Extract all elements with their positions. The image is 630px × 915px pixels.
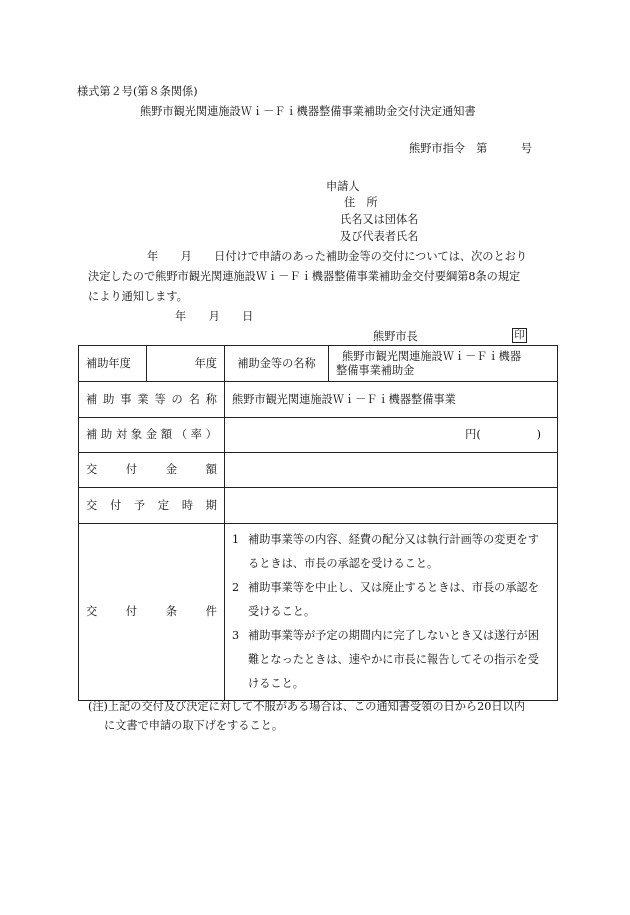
applicant-label: 申請人 [326,180,360,193]
document-number: 熊野市指令 第 号 [409,142,533,155]
body-line-2: 決定したので熊野市観光関連施設Ｗｉ－Ｆｉ機器整備事業補助金交付要綱第8条の規定 [88,270,521,283]
schedule-value [225,488,558,524]
table-row [79,488,558,524]
condition-text: 補助事業等が予定の期間内に完了しないとき又は遂行が困難となったときは、速やかに市長に報告してその指示を受けること。 [248,629,539,690]
label-char: ） [205,428,217,441]
label-char: 付 [109,498,122,512]
grant-amount-label-text [86,463,217,477]
condition-number: 1 [232,533,240,546]
note-line-1: (注)上記の交付及び決定に対して不服がある場合は、この通知書受領の日から20日以内 [88,700,525,713]
amount-value: 円( ) [225,418,558,453]
project-name-label-text [86,393,217,407]
condition-number: 2 [232,581,240,594]
label-char: の [171,392,183,406]
seal-mark [512,328,527,343]
label-char: 付 [125,463,138,476]
label-char: 名 [188,392,200,406]
condition-text: 補助事業等の内容、経費の配分又は執行計画等の変更をするときは、市長の承認を受けること。 [248,533,539,570]
applicant-representative: 及び代表者氏名 [340,230,419,243]
subsidy-name-label: 補助金等の名称 [225,346,329,382]
label-char: 予 [133,498,146,512]
table-row [79,453,558,488]
table-row [79,382,558,418]
fiscal-year-value: 年度 [147,346,225,382]
project-name-label [79,382,225,418]
label-char: 付 [125,605,138,618]
label-char: 対 [115,428,128,441]
label-char: 等 [154,392,166,406]
document-title: 熊野市観光関連施設Ｗｉ－Ｆｉ機器整備事業補助金交付決定通知書 [140,105,476,118]
form-id: 様式第２号(第８条関係) [77,85,198,98]
condition-text: 補助事業等を中止し、又は廃止するときは、市長の承認を受けること。 [248,581,539,618]
applicant-address: 住 所 [344,196,378,209]
label-char: 金 [165,463,178,476]
grant-decision-table [78,345,558,701]
label-char: 助 [100,428,113,441]
label-char: 交 [86,463,98,476]
label-char: 象 [130,428,143,441]
table-row [79,418,558,453]
subsidy-name-value [329,346,558,382]
list-item [232,576,550,624]
label-char: （ [175,428,188,441]
list-item [232,528,550,576]
list-item [232,624,550,696]
body-line-1: 年 月 日付けで申請のあった補助金等の交付については、次のとおり [147,250,528,263]
conditions-value [225,524,558,701]
conditions-label [79,524,225,701]
conditions-label-text [86,605,217,619]
label-char: 補 [86,428,98,441]
label-char: 額 [205,463,217,476]
label-char: 金 [145,428,158,441]
grant-amount-label [79,453,225,488]
label-char: 件 [205,605,217,618]
note-line-2: に文書で申請の取下げをすること。 [104,719,284,732]
label-char: 業 [137,392,149,406]
issuer: 熊野市長 [373,330,418,343]
label-char: 称 [205,392,217,406]
amount-label [79,418,225,453]
subsidy-name-line-2: 整備事業補助金 [336,363,415,377]
label-char: 補 [86,392,98,406]
label-char: 交 [86,498,98,512]
conditions-list [232,528,550,696]
seal-box: 印 [512,328,527,343]
body-line-3: により通知します。 [88,290,188,303]
label-char: 率 [190,428,202,441]
table-row [79,524,558,701]
amount-label-text [86,428,217,442]
label-char: 額 [160,428,173,441]
subsidy-name-line-1: 熊野市観光関連施設Ｗｉ－Ｆｉ機器 [342,349,522,363]
label-char: 時 [181,498,194,512]
label-char: 期 [205,498,217,512]
condition-number: 3 [232,629,240,642]
label-char: 事 [120,392,132,406]
project-name-value: 熊野市観光関連施設Ｗｉ－Ｆｉ機器整備事業 [225,382,558,418]
schedule-label [79,488,225,524]
date-line: 年 月 日 [175,310,254,323]
schedule-label-text [86,499,217,513]
label-char: 定 [157,498,170,512]
label-char: 条 [165,605,178,618]
fiscal-year-label: 補助年度 [79,346,147,382]
table-row [79,346,558,382]
grant-amount-value [225,453,558,488]
label-char: 助 [103,392,115,406]
label-char: 交 [86,605,98,618]
applicant-name: 氏名又は団体名 [340,213,419,226]
